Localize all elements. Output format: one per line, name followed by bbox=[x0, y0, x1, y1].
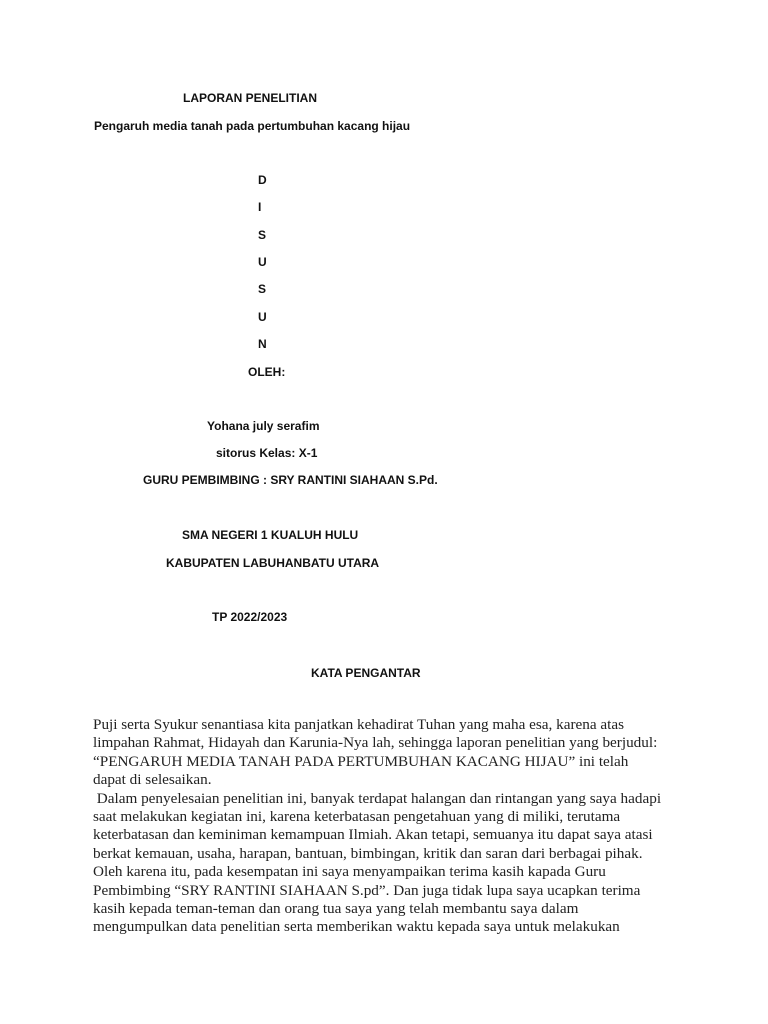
preface-line: Dalam penyelesaian penelitian ini, banyak terdapat halangan dan rintangan yang saya hadapi bbox=[93, 789, 662, 807]
preface-line: Oleh karena itu, pada kesempatan ini saya menyampaikan terima kasih kapada Guru bbox=[93, 863, 606, 881]
author-name: Yohana july serafim bbox=[207, 419, 320, 433]
regency-name: KABUPATEN LABUHANBATU UTARA bbox=[166, 556, 380, 570]
author-name-class: sitorus Kelas: X-1 bbox=[216, 446, 318, 460]
preface-line: Puji serta Syukur senantiasa kita panjatkan kehadirat Tuhan yang maha esa, karena atas bbox=[93, 716, 624, 733]
preface-line: kasih kepada teman-teman dan orang tua saya yang telah membantu saya dalam bbox=[93, 900, 579, 918]
preface-body bbox=[93, 716, 703, 937]
preface-line: keterbatasan dan keminiman kemampuan Ilmiah. Akan tetapi, semuanya itu dapat saya atasi bbox=[93, 826, 653, 844]
preface-line: mengumpulkan data penelitian serta memberikan waktu kepada saya untuk melakukan bbox=[93, 918, 620, 936]
school-name: SMA NEGERI 1 KUALUH HULU bbox=[182, 528, 359, 542]
preface-line: limpahan Rahmat, Hidayah dan Karunia-Nya lah, sehingga laporan penelitian yang berjudul: bbox=[93, 734, 658, 752]
supervisor-line: GURU PEMBIMBING : SRY RANTINI SIAHAAN S.Pd. bbox=[143, 473, 438, 487]
preface-heading: KATA PENGANTAR bbox=[311, 666, 421, 680]
preface-line: Pembimbing “SRY RANTINI SIAHAAN S.pd”. Dan juga tidak lupa saya ucapkan terima bbox=[93, 881, 641, 899]
preface-line: “PENGARUH MEDIA TANAH PADA PERTUMBUHAN KACANG HIJAU” ini telah bbox=[93, 752, 629, 770]
disusun-letter: U bbox=[258, 310, 267, 324]
school-year: TP 2022/2023 bbox=[212, 610, 288, 624]
disusun-letter: D bbox=[258, 173, 267, 187]
preface-line: dapat di selesaikan. bbox=[93, 771, 212, 789]
disusun-letter: S bbox=[258, 282, 267, 296]
disusun-letter: U bbox=[258, 255, 267, 269]
oleh-label: OLEH: bbox=[248, 365, 286, 379]
preface-line: saat melakukan kegiatan ini, karena keterbatasan pengetahuan yang di miliki, terutama bbox=[93, 808, 621, 826]
preface-line: berkat kemauan, usaha, harapan, bantuan, bimbingan, kritik dan saran dari berbagai pihak. bbox=[93, 844, 643, 862]
disusun-letter: S bbox=[258, 228, 267, 242]
report-title: LAPORAN PENELITIAN bbox=[183, 91, 318, 105]
report-subtitle: Pengaruh media tanah pada pertumbuhan kacang hijau bbox=[94, 119, 411, 133]
disusun-letter: I bbox=[258, 200, 262, 214]
disusun-letter: N bbox=[258, 337, 267, 351]
